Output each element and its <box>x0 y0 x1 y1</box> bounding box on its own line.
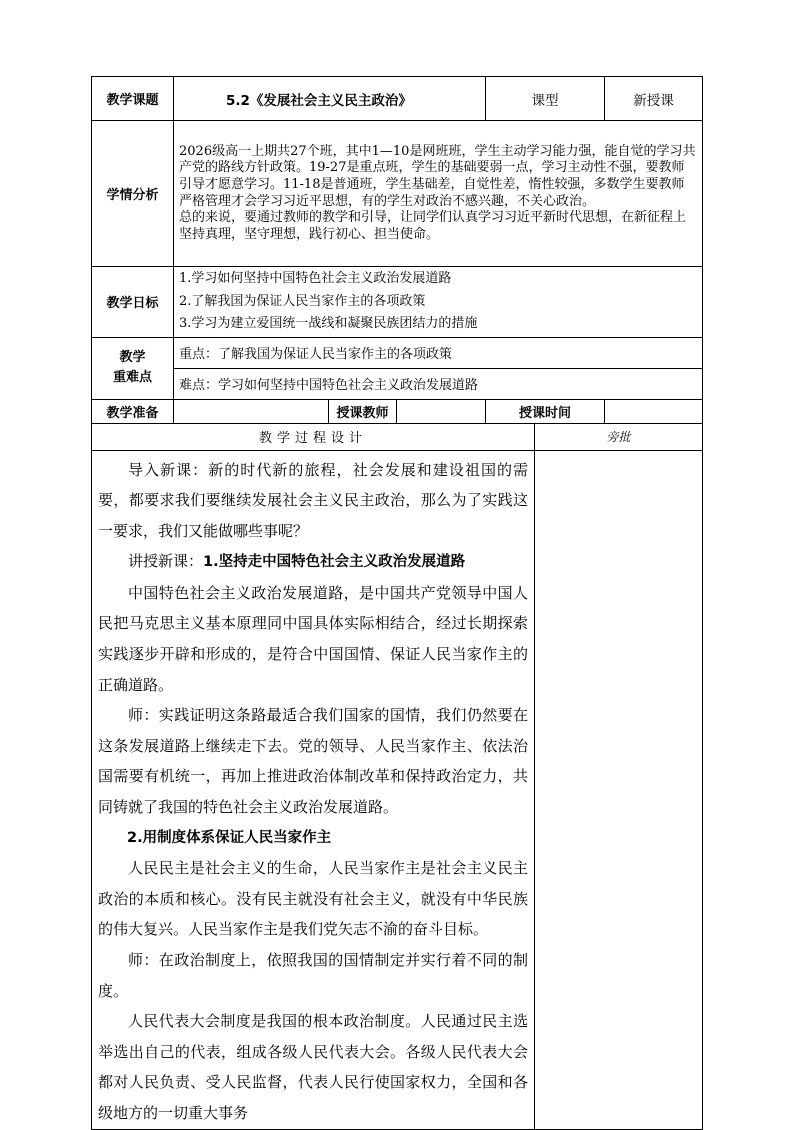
side-note-column <box>535 450 703 1129</box>
process-body-row <box>92 450 703 1129</box>
keypoints-label-line2: 重难点 <box>112 370 152 385</box>
time-label: 授课时间 <box>486 399 605 423</box>
lecture-prefix: 讲授新课： <box>128 552 204 571</box>
process-paragraph: 人民民主是社会主义的生命，人民当家作主是社会主义民主政治的本质和核心。没有民主就没有社会主义，就没有中华民族的伟大复兴。人民当家作主是我们党矢志不渝的奋斗目标。 <box>98 859 529 939</box>
goal-item: 1.学习如何坚持中国特色社会主义政治发展道路 <box>179 271 452 286</box>
prep-label: 教学准备 <box>92 399 174 423</box>
difficulty-row <box>92 368 703 399</box>
goals-row <box>92 267 703 338</box>
lesson-plan-page <box>91 76 702 1130</box>
goals-label: 教学日标 <box>92 267 174 338</box>
analysis-content <box>174 121 703 267</box>
prep-value <box>174 399 329 423</box>
goals-content <box>174 267 703 338</box>
intro-paragraph: 导入新课：新的时代新的旅程，社会发展和建设祖国的需要，都要求我们要继续发展社会主义民主政治，那么为了实践这一要求，我们又能做哪些事呢？ <box>98 460 529 540</box>
type-label: 课型 <box>486 77 605 121</box>
analysis-paragraph: 总的来说，要通过教师的教学和引导，让同学们认真学习习近平新时代思想，在新征程上坚持真理，坚守理想，践行初心、担当使命。 <box>179 210 687 242</box>
process-title: 教学过程设计 <box>92 423 535 450</box>
analysis-label: 学情分析 <box>92 121 174 267</box>
type-value: 新授课 <box>605 77 703 121</box>
process-paragraph: 师：在政治制度上，依照我国的国情制定并实行着不同的制度。 <box>98 951 529 1000</box>
focus-point: 重点：了解我国为保证人民当家作主的各项政策 <box>174 337 703 368</box>
process-paragraph: 师：实践证明这条路最适合我们国家的国情，我们仍然要在这条发展道路上继续走下去。党的领导、人民当家作主、依法治国需要有机统一，再加上推进政治体制改革和保持政治定力，共同铸就了我国的特色社会主义政治发展道路。 <box>98 706 529 817</box>
prep-row <box>92 399 703 423</box>
goal-item: 3.学习为建立爱国统一战线和凝聚民族团结力的措施 <box>179 316 478 331</box>
focus-row <box>92 337 703 368</box>
process-header-row <box>92 423 703 450</box>
topic-label: 教学课题 <box>92 77 174 121</box>
lesson-plan-table <box>91 76 703 1130</box>
process-paragraph: 中国特色社会主义政治发展道路，是中国共产党领导中国人民把马克思主义基本原理同中国具体实际相结合，经过长期探索实践逐步开辟和形成的，是符合中国国情、保证人民当家作主的正确道路。 <box>98 583 529 694</box>
lecture-heading <box>98 546 528 578</box>
teacher-value <box>397 399 486 423</box>
process-content <box>92 450 535 1129</box>
keypoints-label <box>92 337 174 399</box>
goal-item: 2.了解我国为保证人民当家作主的各项政策 <box>179 293 426 309</box>
analysis-paragraph: 2026级高一上期共27个班，其中1—10是网班班，学生主动学习能力强，能自觉的学习共产党的路线方针政策。19-27是重点班，学生的基础要弱一点，学习主动性不强，要教师引导才愿意学习。11-18是普通班，学生基础差，自觉性差，惰性较强，多数学生要教师严格管理才会学习习近平思想，有的学生对政治不感兴趣，不关心政治。 <box>179 143 696 209</box>
section1-title: 1.坚持走中国特色社会主义政治发展道路 <box>203 554 466 571</box>
time-value <box>605 399 703 423</box>
process-paragraph: 人民代表大会制度是我国的根本政治制度。人民通过民主选举选出自己的代表，组成各级人民代表大会。各级人民代表大会都对人民负责、受人民监督，代表人民行使国家权力，全国和各级地方的一切重大事务 <box>98 1012 529 1122</box>
keypoints-label-line1: 教学 <box>119 350 146 365</box>
analysis-row <box>92 121 703 267</box>
difficulty-point: 难点：学习如何坚持中国特色社会主义政治发展道路 <box>174 368 703 399</box>
side-note-label: 旁批 <box>535 423 703 450</box>
topic-value: 5.2《发展社会主义民主政治》 <box>174 77 486 121</box>
teacher-label: 授课教师 <box>329 399 397 423</box>
section2-title: 2.用制度体系保证人民当家作主 <box>127 829 332 846</box>
topic-row <box>92 77 703 121</box>
